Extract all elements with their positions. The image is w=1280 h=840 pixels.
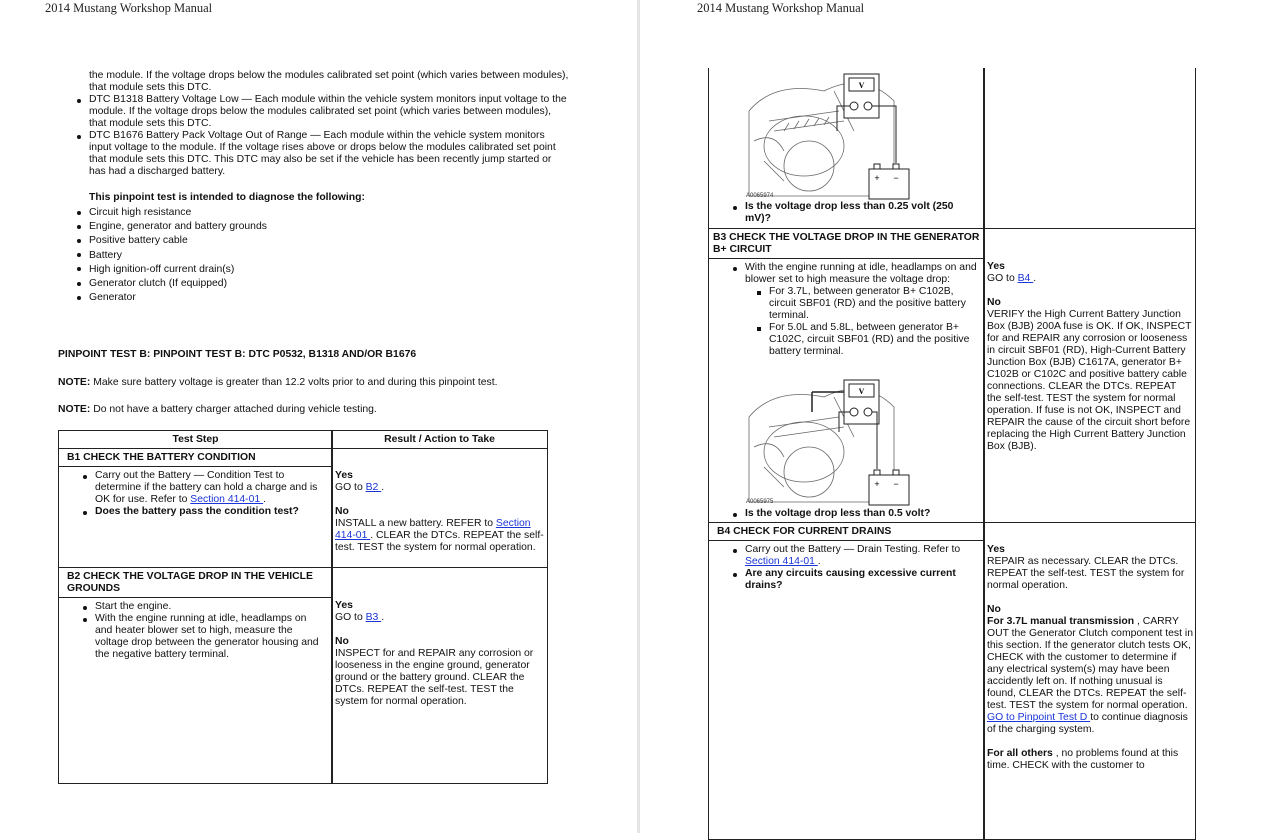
substep: For 5.0L and 5.8L, between generator B+ C102C, circuit SBF01 (RD) and the positive battery terminal. xyxy=(755,322,978,358)
dtc-item: DTC B1676 Battery Pack Voltage Out of Range — Each module within the vehicle system monitors input voltage to the module. If the voltage rises above or drops below the modules calibrated set point that module sets this DTC. This DTC may also be set if the vehicle has been recently jump started or has had a discharged battery. xyxy=(75,130,570,178)
yes-text: GO to xyxy=(335,612,366,623)
result-cell-b2 xyxy=(331,567,548,784)
yes-label: Yes xyxy=(987,544,1005,555)
diagnose-heading: This pinpoint test is intended to diagnose the following: xyxy=(89,192,365,203)
yes-label: Yes xyxy=(335,470,353,481)
dtc-item: DTC B1318 Battery Voltage Low — Each module within the vehicle system monitors input voltage to the module. If the voltage drops below the modules calibrated set point (which varies between modules), that module sets this DTC. xyxy=(75,94,570,130)
no-label: No xyxy=(987,604,1001,615)
right-page xyxy=(640,0,1280,833)
diagnose-item: Generator clutch (If equipped) xyxy=(75,277,570,291)
step-question: Is the voltage drop less than 0.25 volt (250 mV)? xyxy=(731,201,978,225)
no-text: VERIFY the High Current Battery Junction Box (BJB) 200A fuse is OK. If OK, INSPECT for and REPAIR any corrosion or looseness in circuit SBF01 (RD), High-Current Battery Junction Box (BJB) C1617A, generator B+ C102B or C102C and positive battery cable connections. CLEAR the DTCs. REPEAT the self-test. TEST the system for normal operation. If fuse is not OK, INSPECT and REPAIR the cause of the circuit short before replacing the High Current Battery Junction Box (BJB). xyxy=(987,309,1192,452)
note-2 xyxy=(58,404,377,416)
yes-text: REPAIR as necessary. CLEAR the DTCs. REPEAT the self-test. TEST the system for normal operation. xyxy=(987,556,1185,591)
punct: . xyxy=(817,556,821,567)
yes-text: GO to xyxy=(335,482,366,493)
step-question: Does the battery pass the condition test? xyxy=(81,506,326,518)
link-pinpoint-test-d[interactable]: GO to Pinpoint Test D xyxy=(987,712,1091,723)
step-text: With the engine running at idle, headlamps on and blower set to high measure the voltage drop: xyxy=(745,262,977,285)
note-label: NOTE: xyxy=(58,377,91,388)
yes-label: Yes xyxy=(335,600,353,611)
note-label: NOTE: xyxy=(58,404,91,415)
diagnose-item: Battery xyxy=(75,249,570,263)
result-cell-b2-continued xyxy=(983,68,1196,229)
step-cell-b4 xyxy=(708,540,985,840)
substep: For 3.7L, between generator B+ C102B, circuit SBF01 (RD) and the positive battery terminal. xyxy=(755,286,978,322)
column-header-test-step: Test Step xyxy=(58,430,333,449)
diagnose-item: Generator xyxy=(75,291,570,305)
diagnose-item: Positive battery cable xyxy=(75,234,570,248)
no-text: to continue diagnosis of the charging system. xyxy=(987,712,1188,735)
no-label: No xyxy=(335,636,349,647)
punct: . xyxy=(381,612,385,623)
no-text: . CLEAR the DTCs. REPEAT the self-test. TEST the system for normal operation. xyxy=(335,530,544,553)
note-text: Make sure battery voltage is greater than 12.2 volts prior to and during this pinpoint test. xyxy=(90,377,498,388)
link-section-414-01[interactable]: Section 414-01 xyxy=(335,518,531,541)
no-text: INSPECT for and REPAIR any corrosion or looseness in the engine ground, generator ground or the battery ground. CLEAR the DTCs. REPEAT the self-test. TEST the system for normal operation. xyxy=(335,648,534,707)
link-section-414-01[interactable]: Section 414-01 xyxy=(190,494,264,505)
result-cell-b3 xyxy=(983,228,1196,523)
figure-id: A0065974 xyxy=(746,193,774,199)
step-text: Carry out the Battery — Condition Test to determine if the battery can hold a charge and is OK for use. Refer to xyxy=(95,470,318,505)
svg-text:−: − xyxy=(893,173,899,183)
svg-text:+: + xyxy=(874,479,880,489)
link-b3[interactable]: B3 xyxy=(365,612,382,623)
yes-text: GO to xyxy=(987,273,1018,284)
punct: . xyxy=(263,494,266,505)
step-instruction xyxy=(731,262,978,358)
step-title-b2: B2 CHECK THE VOLTAGE DROP IN THE VEHICLE GROUNDS xyxy=(58,567,333,598)
link-b4[interactable]: B4 xyxy=(1017,273,1034,284)
step-cell-b2-continued xyxy=(708,68,985,229)
figure-id: A0065975 xyxy=(746,499,774,505)
step-cell-b1 xyxy=(58,466,333,568)
punct: . xyxy=(381,482,385,493)
step-question: Is the voltage drop less than 0.5 volt? xyxy=(731,508,978,520)
step-title-b1: B1 CHECK THE BATTERY CONDITION xyxy=(58,448,333,467)
others-condition: For all others xyxy=(987,748,1053,759)
diagnose-item: Engine, generator and battery grounds xyxy=(75,220,570,234)
step-instruction: With the engine running at idle, headlamps on and heater blower set to high, measure the voltage drop between the generator housing and the negative battery terminal. xyxy=(81,613,326,661)
step-text: Carry out the Battery — Drain Testing. Refer to xyxy=(745,544,961,555)
note-text: Do not have a battery charger attached during vehicle testing. xyxy=(90,404,377,415)
dtc-description xyxy=(75,70,570,305)
svg-text:−: − xyxy=(893,479,899,489)
link-b2[interactable]: B2 xyxy=(365,482,382,493)
no-label: No xyxy=(335,506,349,517)
no-text: , CARRY OUT the Generator Clutch component test in this section. If the generator clutch tests OK, CHECK with the customer to determine if any electrical system(s) may have been accidently left on. If nothing unusual is found, CLEAR the DTCs. REPEAT the self-test. TEST the system for normal operation. xyxy=(987,616,1193,711)
result-cell-b4 xyxy=(983,522,1196,840)
svg-text:+: + xyxy=(874,173,880,183)
step-title-b3: B3 CHECK THE VOLTAGE DROP IN THE GENERATOR B+ CIRCUIT xyxy=(708,228,985,259)
meter-label: V xyxy=(858,81,865,90)
diagnose-item: Circuit high resistance xyxy=(75,206,570,220)
intro-text: the module. If the voltage drops below the modules calibrated set point (which varies between modules), that module sets this DTC. xyxy=(89,70,569,93)
step-title-b4: B4 CHECK FOR CURRENT DRAINS xyxy=(708,522,985,541)
no-condition: For 3.7L manual transmission xyxy=(987,616,1135,627)
meter-label: V xyxy=(858,387,865,396)
step-question: Are any circuits causing excessive current drains? xyxy=(731,568,978,592)
no-text: INSTALL a new battery. REFER to xyxy=(335,518,496,529)
yes-label: Yes xyxy=(987,261,1005,272)
diagnose-item: High ignition-off current drain(s) xyxy=(75,263,570,277)
column-header-result: Result / Action to Take xyxy=(331,430,548,449)
note-1 xyxy=(58,377,498,389)
result-cell-b1 xyxy=(331,448,548,568)
voltage-drop-diagram-b3 xyxy=(744,377,949,507)
link-section-414-01[interactable]: Section 414-01 xyxy=(745,556,818,567)
step-cell-b3 xyxy=(708,258,985,523)
step-cell-b2 xyxy=(58,597,333,784)
voltage-drop-diagram xyxy=(744,71,949,201)
left-page xyxy=(0,0,637,833)
step-instruction: Start the engine. xyxy=(81,601,326,613)
page-header: 2014 Mustang Workshop Manual xyxy=(697,1,865,15)
pinpoint-title: PINPOINT TEST B: PINPOINT TEST B: DTC P0532, B1318 AND/OR B1676 xyxy=(58,349,417,360)
page-header: 2014 Mustang Workshop Manual xyxy=(45,1,213,15)
others-text: , no problems found at this time. CHECK with the customer to xyxy=(987,748,1179,771)
step-instruction xyxy=(81,470,326,506)
step-instruction xyxy=(731,544,978,568)
no-label: No xyxy=(987,297,1001,308)
punct: . xyxy=(1033,273,1037,284)
